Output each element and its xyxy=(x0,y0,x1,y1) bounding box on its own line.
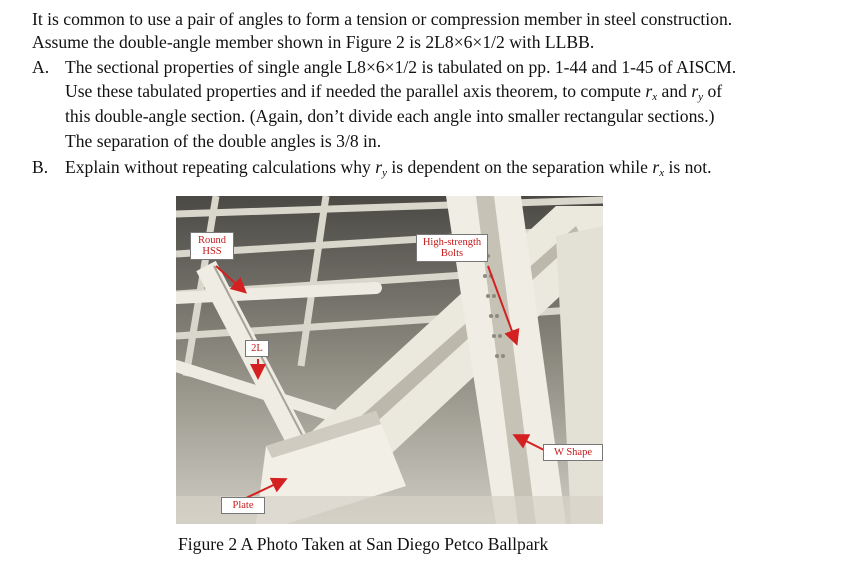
callout-w-shape: W Shape xyxy=(543,444,603,461)
ry-symbol xyxy=(691,81,703,101)
steel-structure-illustration xyxy=(176,196,603,524)
callout-double-angle: 2L xyxy=(245,340,269,357)
part-a-line-4: The separation of the double angles is 3/8 in. xyxy=(65,131,382,151)
part-a-label: A. xyxy=(32,57,50,77)
part-b-text-post: is not. xyxy=(664,157,712,177)
figure-caption: Figure 2 A Photo Taken at San Diego Petco Ballpark xyxy=(178,534,549,554)
part-b-text-mid: is dependent on the separation while xyxy=(387,157,653,177)
part-b-text-pre: Explain without repeating calculations why xyxy=(65,157,376,177)
part-b-line xyxy=(32,156,712,178)
intro-line-1: It is common to use a pair of angles to form a tension or compression member in steel construction. xyxy=(32,9,733,29)
callout-round-hss xyxy=(190,232,234,260)
part-a-line-3: this double-angle section. (Again, don’t divide each angle into smaller rectangular sections.) xyxy=(65,106,715,126)
rx-var-b: r xyxy=(652,157,660,177)
part-a-text-1: The sectional properties of single angle L8×6×1/2 is tabulated on pp. 1-44 and 1-45 of AISCM. xyxy=(65,57,737,77)
ry-var: r xyxy=(691,81,699,101)
ry-sub-b: y xyxy=(382,167,388,179)
callout-bolts-line1: High-strength xyxy=(422,237,482,248)
part-a-text-2-mid: and xyxy=(657,81,692,101)
rx-sub-b: x xyxy=(659,167,665,179)
part-a-text-2-pre: Use these tabulated properties and if needed the parallel axis theorem, to compute xyxy=(65,81,646,101)
ry-sub: y xyxy=(698,91,704,103)
rx-symbol xyxy=(645,81,657,101)
part-a-line-1 xyxy=(32,56,736,78)
ballpark-steel-photo xyxy=(176,196,603,524)
rx-var: r xyxy=(645,81,653,101)
rx-symbol-b xyxy=(652,157,664,177)
intro-line-2: Assume the double-angle member shown in Figure 2 is 2L8×6×1/2 with LLBB. xyxy=(32,32,595,52)
callout-round-hss-line1: Round xyxy=(197,235,226,246)
callout-bolts-line2: Bolts xyxy=(440,248,464,259)
part-a-line-2 xyxy=(65,80,722,102)
part-b-label: B. xyxy=(32,157,49,177)
callout-round-hss-line2: HSS xyxy=(202,246,222,257)
callout-high-strength-bolts xyxy=(416,234,488,262)
ry-symbol-b xyxy=(375,157,387,177)
callout-plate: Plate xyxy=(221,497,265,514)
part-a-text-2-post: of xyxy=(703,81,723,101)
ry-var-b: r xyxy=(375,157,383,177)
rx-sub: x xyxy=(652,91,658,103)
